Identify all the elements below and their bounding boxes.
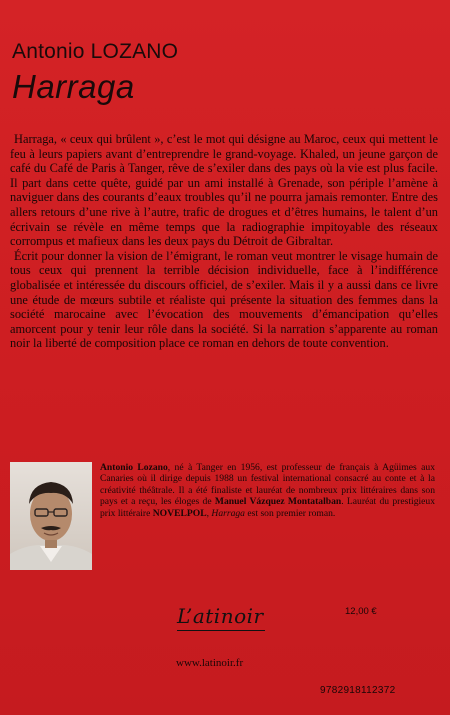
publisher-logo: L’atinoir: [177, 604, 264, 628]
synopsis-paragraph-1: Harraga, « ceux qui brûlent », c’est le mot qui désigne au Maroc, ceux qui mettent le feu à leurs papiers avant d’entreprendre le grand-voyage. Khaled, un jeune garçon de café du Café de Paris à Tanger, rêve de s’exiler dans des pays où la vie est plus facile. Il part dans cette quête, guidé par un ami installé à Grenade, son périple l’amène à naviguer dans des courants d’eaux troubles qu’il ne pourra jamais remonter. Entre des allers retours d’une rive à l’autre, trafic de drogues et d’êtres humains, le talent d’un écrivain se révèle en même temps que la radiographie impitoyable des réseaux corrompus et mafieux dans les deux pays du Détroit de Gibraltar.: [10, 132, 438, 249]
synopsis-paragraph-2: Écrit pour donner la vision de l’émigrant, le roman veut montrer le visage humain de tous ceux qui prennent la terrible décision individuelle, face à l’indifférence globalisée et intéressée du discours officiel, de s’exiler. Mais il y a aussi dans ce livre une étude de mœurs subtile et réaliste qui présente la situation des femmes dans la société marocaine avec l’évocation des mouvements d’émancipation qu’elles amorcent pour y tenir leur rôle dans la société. Si la narration s’apparente au roman noir la liberté de composition place ce roman en dehors de toute convention.: [10, 248, 438, 351]
bio-prize-name: NOVELPOL: [152, 507, 207, 519]
bio-text-1: , né à Tanger en 1956, est professeur de français à Agüimes aux Canaries où il dirige depuis 1988 un festival international consacré au conte et à la créativité théâtrale. Il a été finaliste et lauréat de nombreux prix littéraires dans son pays et a reçu, les éloges de: [100, 462, 435, 508]
author-portrait-image: [10, 462, 92, 570]
bio-text-4: est son premier roman.: [244, 507, 336, 519]
bio-praiser-name: Manuel Vázquez Montatalban: [214, 496, 342, 508]
publisher-website: www.latinoir.fr: [176, 657, 244, 669]
bio-book-title: Harraga: [211, 507, 245, 519]
author-photo: [10, 462, 92, 570]
book-title: Harraga: [12, 68, 135, 105]
author-biography: [100, 462, 435, 519]
book-price: 12,00 €: [345, 606, 377, 617]
isbn-number: 9782918112372: [320, 685, 396, 696]
synopsis: [10, 132, 438, 351]
author-name: Antonio LOZANO: [12, 40, 179, 63]
bio-author-name: Antonio Lozano: [100, 462, 168, 473]
bio-text-3: ,: [206, 507, 212, 519]
publisher-logo-underline: [177, 630, 265, 631]
bio-text-2: . Lauréat du prestigieux prix littéraire: [100, 496, 436, 519]
